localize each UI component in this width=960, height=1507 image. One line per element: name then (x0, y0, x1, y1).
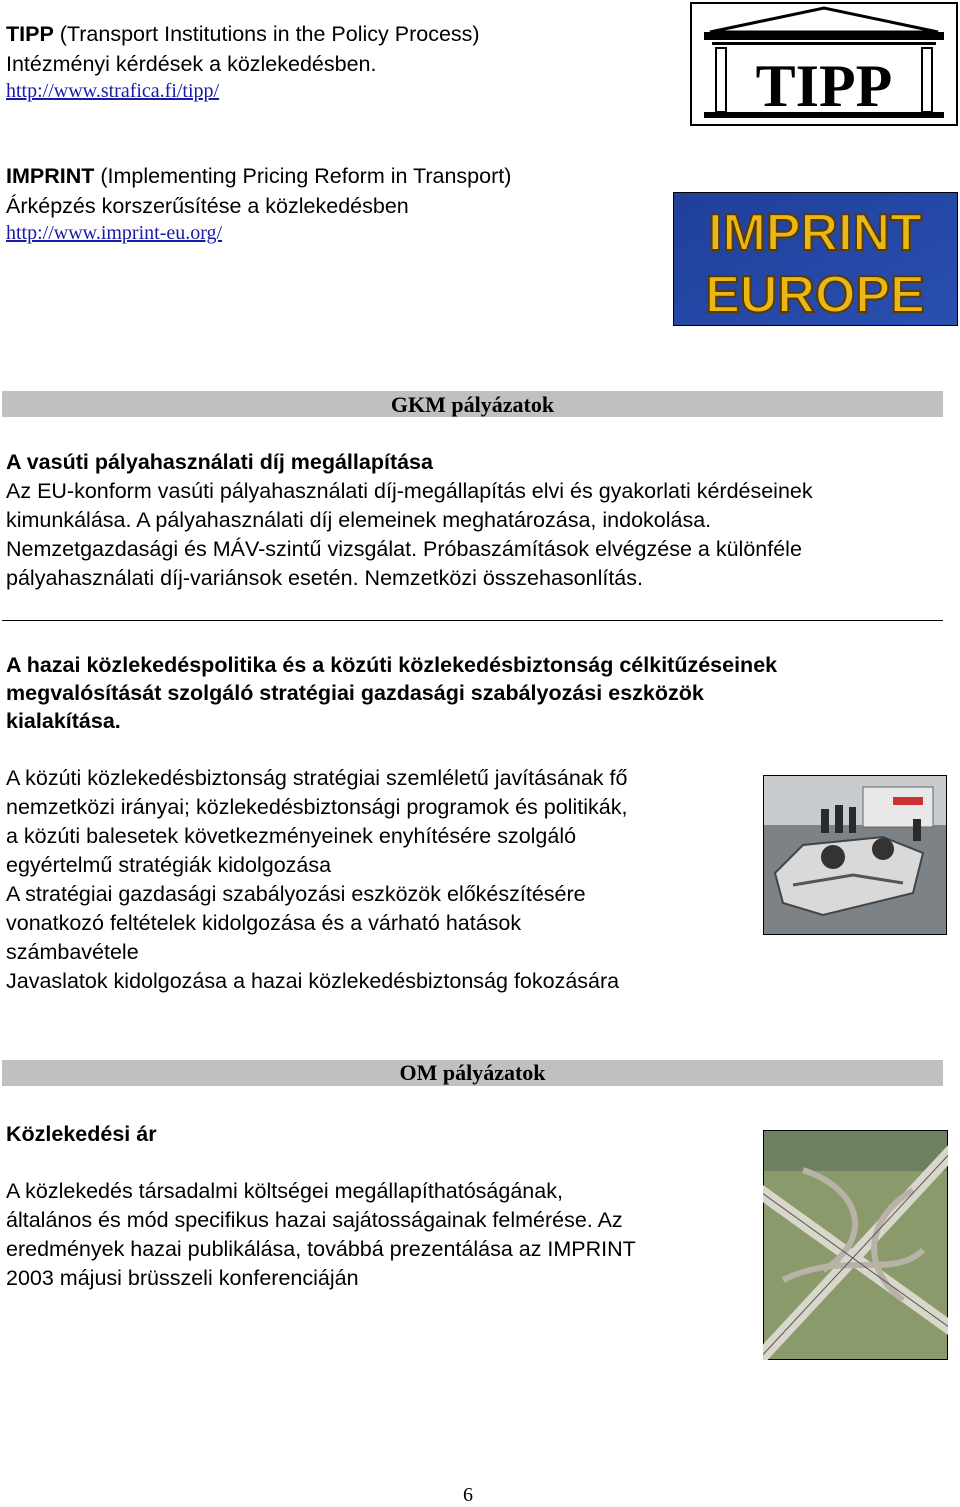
tipp-title-full: (Transport Institutions in the Policy Process) (53, 22, 480, 46)
road-safety-description (6, 764, 756, 996)
text-line: Javaslatok kidolgozása a hazai közlekedésbiztonság fokozására (6, 969, 620, 993)
page-number: 6 (463, 1484, 473, 1506)
text-line: a közúti balesetek következményeinek enyhítésére szolgáló (6, 824, 577, 848)
tipp-logo-text: TIPP (755, 53, 893, 119)
car-accident-image (763, 775, 947, 935)
text-line: A stratégiai gazdasági szabályozási eszközök előkészítésére (6, 882, 586, 906)
text-line: vonatkozó feltételek kidolgozása és a várható hatások (6, 911, 522, 935)
text-line: eredmények hazai publikálása, továbbá prezentálása az IMPRINT (6, 1237, 636, 1261)
imprint-europe-logo (673, 192, 958, 326)
tipp-link[interactable]: http://www.strafica.fi/tipp/ (6, 80, 220, 102)
text-line: A hazai közlekedéspolitika és a közúti közlekedésbiztonság célkitűzéseinek (6, 653, 778, 677)
transport-price-title: Közlekedési ár (6, 1122, 157, 1146)
imprint-logo-line1: IMPRINT (708, 204, 922, 262)
car-accident-photo (763, 775, 947, 935)
imprint-link[interactable]: http://www.imprint-eu.org/ (6, 222, 223, 244)
text-line: Az EU-konform vasúti pályahasználati díj-megállapítás elvi és gyakorlati kérdéseinek (6, 479, 813, 503)
imprint-title-acronym: IMPRINT (6, 164, 95, 188)
tipp-subtitle: Intézményi kérdések a közlekedésben. (6, 52, 377, 76)
text-line: számbavétele (6, 940, 139, 964)
imprint-title (6, 162, 511, 191)
text-line: 2003 májusi brüsszeli konferenciáján (6, 1266, 359, 1290)
highway-interchange-photo (763, 1130, 948, 1360)
text-line: A közúti közlekedésbiztonság stratégiai szemléletű javításának fő (6, 766, 628, 790)
road-safety-title (6, 651, 946, 735)
railway-fee-description (6, 477, 946, 593)
imprint-title-full: (Implementing Pricing Reform in Transport) (94, 164, 512, 188)
tipp-title-acronym: TIPP (6, 22, 54, 46)
text-line: egyértelmű stratégiák kidolgozása (6, 853, 332, 877)
om-section-header: OM pályázatok (2, 1060, 943, 1086)
section-divider (2, 620, 943, 621)
text-line: megvalósítását szolgáló stratégiai gazdasági szabályozási eszközök (6, 681, 704, 705)
tipp-logo (690, 2, 958, 126)
text-line: pályahasználati díj-variánsok esetén. Nemzetközi összehasonlítás. (6, 566, 643, 590)
text-line: nemzetközi irányai; közlekedésbiztonsági programok és politikák, (6, 795, 628, 819)
tipp-logo-graphic (690, 2, 958, 126)
text-line: kimunkálása. A pályahasználati díj elemeinek meghatározása, indokolása. (6, 508, 712, 532)
imprint-europe-logo-graphic (673, 192, 958, 326)
highway-interchange-image (763, 1130, 948, 1360)
text-line: általános és mód specifikus hazai sajátosságainak felmérése. Az (6, 1208, 623, 1232)
transport-price-description (6, 1177, 756, 1293)
railway-fee-title: A vasúti pályahasználati díj megállapítása (6, 450, 433, 474)
imprint-logo-line2: EUROPE (705, 266, 925, 324)
text-line: A közlekedés társadalmi költségei megállapíthatóságának, (6, 1179, 563, 1203)
text-line: Nemzetgazdasági és MÁV-szintű vizsgálat. Próbaszámítások elvégzése a különféle (6, 537, 802, 561)
gkm-section-header: GKM pályázatok (2, 391, 943, 417)
tipp-title (6, 20, 480, 49)
imprint-subtitle: Árképzés korszerűsítése a közlekedésben (6, 194, 409, 218)
text-line: kialakítása. (6, 709, 121, 733)
